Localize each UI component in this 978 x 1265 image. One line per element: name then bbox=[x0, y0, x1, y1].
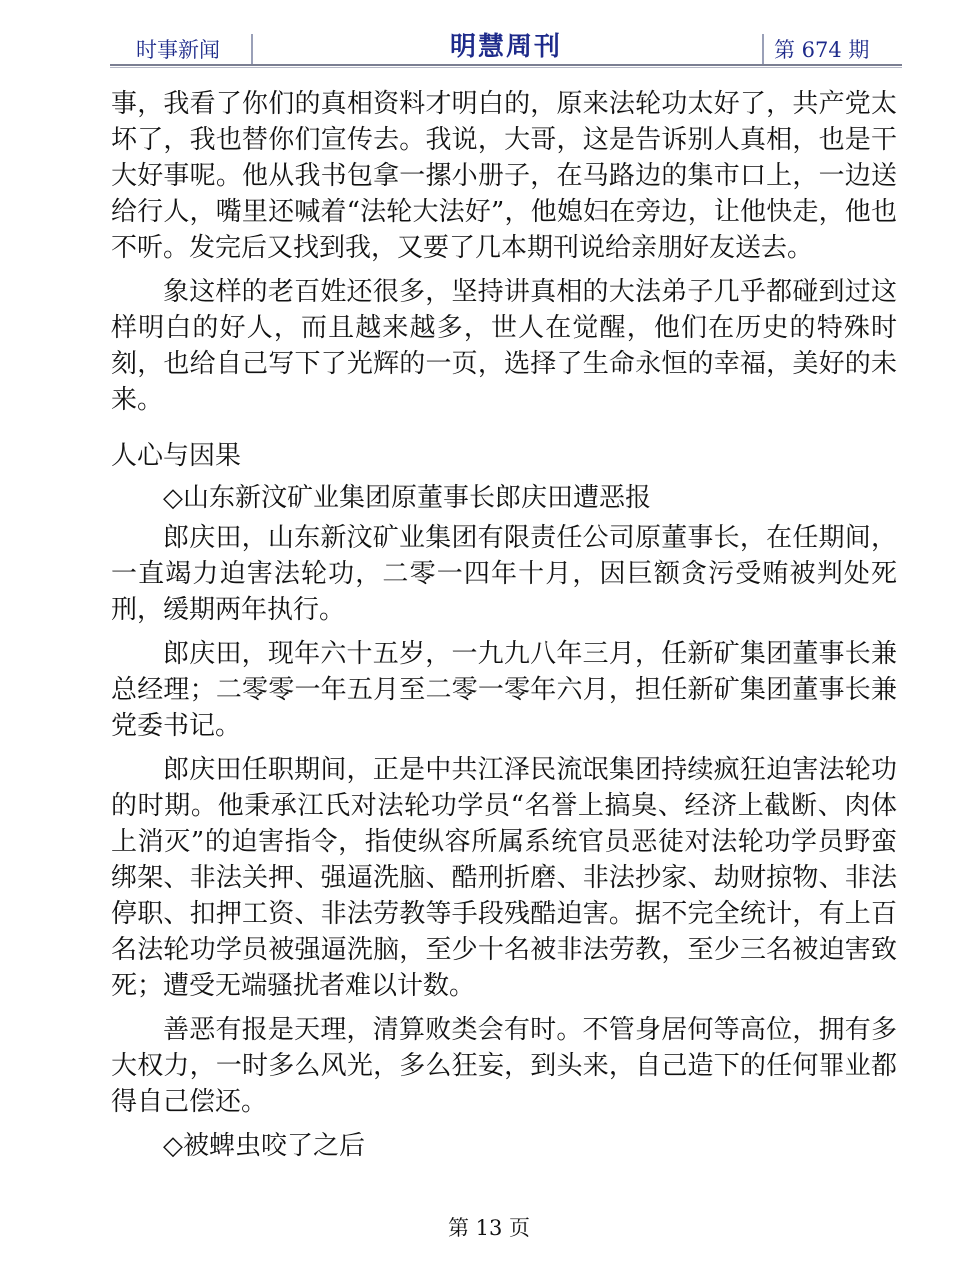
page-number: 第 13 页 bbox=[447, 1216, 531, 1240]
paragraph: 善恶有报是天理，清算败类会有时。不管身居何等高位，拥有多大权力，一时多么风光，多么狂妄，到头来，自己造下的任何罪业都得自己偿还。 bbox=[111, 1015, 897, 1117]
article-subtitle: ◇山东新汶矿业集团原董事长郎庆田遭恶报 bbox=[163, 483, 651, 513]
page-header bbox=[110, 24, 902, 68]
header-divider-right bbox=[762, 34, 764, 64]
paragraph: 郎庆田，山东新汶矿业集团有限责任公司原董事长，在任期间，一直竭力迫害法轮功，二零一四年十月，因巨额贪污受贿被判处死刑，缓期两年执行。 bbox=[111, 523, 897, 625]
header-rule bbox=[110, 64, 902, 66]
paragraph: 郎庆田，现年六十五岁，一九九八年三月，任新矿集团董事长兼总经理；二零零一年五月至二零一零年六月，担任新矿集团董事长兼党委书记。 bbox=[111, 639, 897, 741]
article-body bbox=[111, 86, 897, 1168]
publication-title: 明慧周刊 bbox=[449, 32, 562, 62]
paragraph: 郎庆田任职期间，正是中共江泽民流氓集团持续疯狂迫害法轮功的时期。他秉承江氏对法轮功学员“名誉上搞臭、经济上截断、肉体上消灭”的迫害指令，指使纵容所属系统官员恶徒对法轮功学员野蛮绑架、非法关押、强逼洗脑、酷刑折磨、非法抄家、劫财掠物、非法停职、扣押工资、非法劳教等手段残酷迫害。据不完全统计，有上百名法轮功学员被强逼洗脑，至少十名被非法劳教，至少三名被迫害致死；遭受无端骚扰者难以计数。 bbox=[111, 755, 897, 1001]
header-rule-thin bbox=[110, 67, 902, 68]
header-section-label: 时事新闻 bbox=[136, 38, 220, 62]
issue-number: 第 674 期 bbox=[774, 38, 870, 62]
paragraph: 象这样的老百姓还很多，坚持讲真相的大法弟子几乎都碰到过这样明白的好人，而且越来越多，世人在觉醒，他们在历史的特殊时刻，也给自己写下了光辉的一页，选择了生命永恒的幸福，美好的未来。 bbox=[111, 277, 897, 415]
article-subtitle: ◇被蜱虫咬了之后 bbox=[163, 1131, 365, 1161]
paragraph-continuation: 事，我看了你们的真相资料才明白的，原来法轮功太好了，共产党太坏了，我也替你们宣传去。我说，大哥，这是告诉别人真相，也是干大好事呢。他从我书包拿一摞小册子，在马路边的集市口上，一边送给行人，嘴里还喊着“法轮大法好”，他媳妇在旁边，让他快走，他也不听。发完后又找到我，又要了几本期刊说给亲朋好友送去。 bbox=[111, 89, 897, 263]
section-heading: 人心与因果 bbox=[111, 441, 242, 471]
